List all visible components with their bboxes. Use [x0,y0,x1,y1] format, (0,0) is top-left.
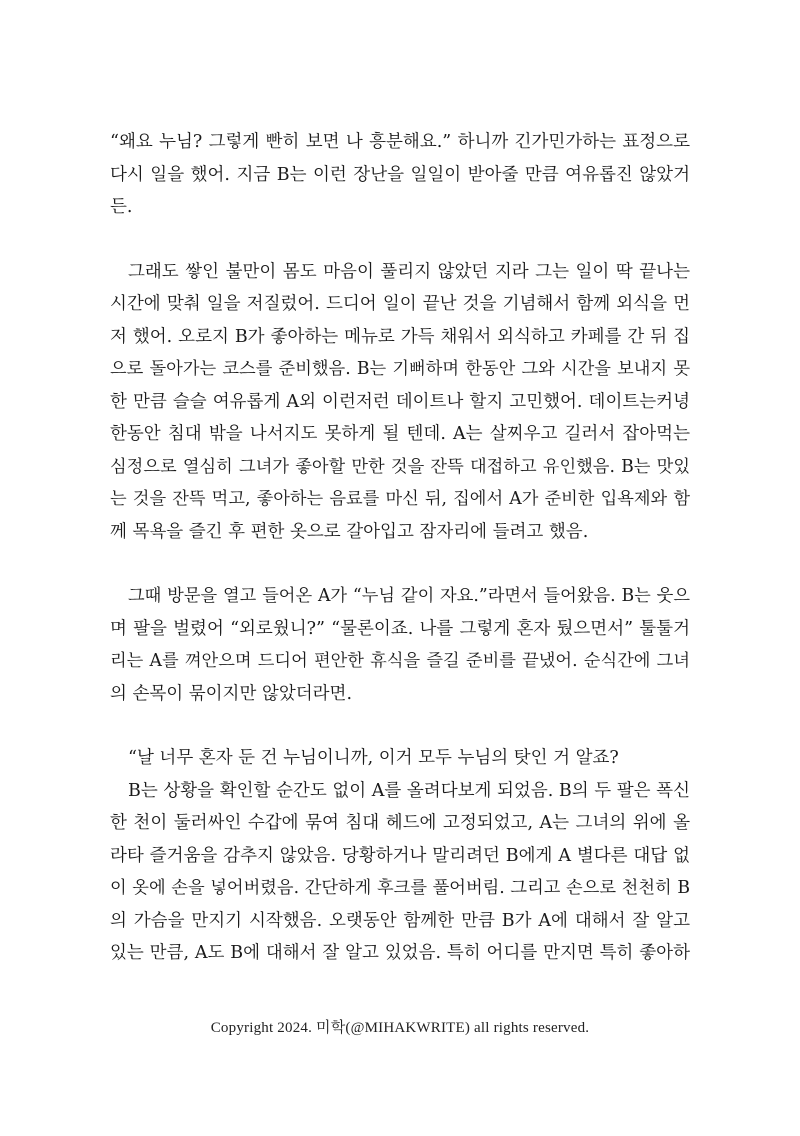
text-line: 며 팔을 벌렸어 “외로웠니?” “물론이죠. 나를 그렇게 혼자 뒀으면서” 툴툴거 [110,618,690,639]
text-line: 의 손목이 묶이지만 않았더라면. [110,683,353,704]
text-line: 있는 만큼, A도 B에 대해서 잘 알고 있었음. 특히 어디를 만지면 특히 좋아하 [110,943,690,963]
text-line: 으로 돌아가는 코스를 준비했음. B는 기뻐하며 한동안 그와 시간을 보내지 못 [110,359,690,379]
paragraph-4 [110,742,690,970]
text-line: 다시 일을 했어. 지금 B는 이런 장난을 일일이 받아줄 만큼 여유롭진 않았거 [110,164,690,185]
paragraph-3 [110,580,690,710]
paragraph-gap [110,710,690,742]
text-line: 한동안 침대 밖을 나서지도 못하게 될 텐데. A는 살찌우고 길러서 잡아먹는 [110,424,690,444]
text-line: 저 했어. 오로지 B가 좋아하는 메뉴로 가득 채워서 외식하고 카페를 간 뒤 집 [110,326,690,347]
paragraph-1 [110,126,690,224]
text-line: 그래도 쌓인 불만이 몸도 마음이 풀리지 않았던 지라 그는 일이 딱 끝나는 [128,261,690,282]
paragraph-gap [110,548,690,580]
text-line: 는 것을 잔뜩 먹고, 좋아하는 음료를 마신 뒤, 집에서 A가 준비한 입욕제와 함 [110,489,690,509]
text-line: 라타 즐거움을 감추지 않았음. 당황하거나 말리려던 B에게 A 별다른 대답 없 [110,845,690,866]
text-line: 한 천이 둘러싸인 수갑에 묶여 침대 헤드에 고정되었고, A는 그녀의 위에 올 [110,813,690,833]
document-body [110,126,690,970]
text-line: 께 목욕을 즐긴 후 편한 옷으로 갈아입고 잠자리에 들려고 했음. [110,521,589,542]
text-line: 시간에 맞춰 일을 저질렀어. 드디어 일이 끝난 것을 기념해서 함께 외식을 먼 [110,294,690,314]
text-line: “날 너무 혼자 둔 건 누님이니까, 이거 모두 누님의 탓인 거 알죠? [128,748,619,768]
paragraph-2 [110,256,690,549]
text-line: 한 만큼 슬슬 여유롭게 A외 이런저런 데이트나 할지 고민했어. 데이트는커녕 [110,391,690,412]
text-line: 리는 A를 껴안으며 드디어 편안한 휴식을 즐길 준비를 끝냈어. 순식간에 그녀 [110,651,690,671]
paragraph-gap [110,224,690,256]
text-line: “왜요 누님? 그렇게 빤히 보면 나 흥분해요.” 하니까 긴가민가하는 표정으로 [110,132,690,152]
text-line: B는 상황을 확인할 순간도 없이 A를 올려다보게 되었음. B의 두 팔은 폭신 [128,780,690,801]
text-line: 의 가슴을 만지기 시작했음. 오랫동안 함께한 만큼 B가 A에 대해서 잘 알고 [110,910,690,931]
text-line: 든. [110,197,133,217]
text-line: 이 옷에 손을 넣어버렸음. 간단하게 후크를 풀어버림. 그리고 손으로 천천히 B [110,878,690,898]
text-line: 그때 방문을 열고 들어온 A가 “누님 같이 자요.”라면서 들어왔음. B는 웃으 [128,586,690,606]
text-line: 심정으로 열심히 그녀가 좋아할 만한 것을 잔뜩 대접하고 유인했음. B는 맛있 [110,456,690,477]
copyright-footer: Copyright 2024. 미학(@MIHAKWRITE) all rights reserved. [210,1020,590,1036]
